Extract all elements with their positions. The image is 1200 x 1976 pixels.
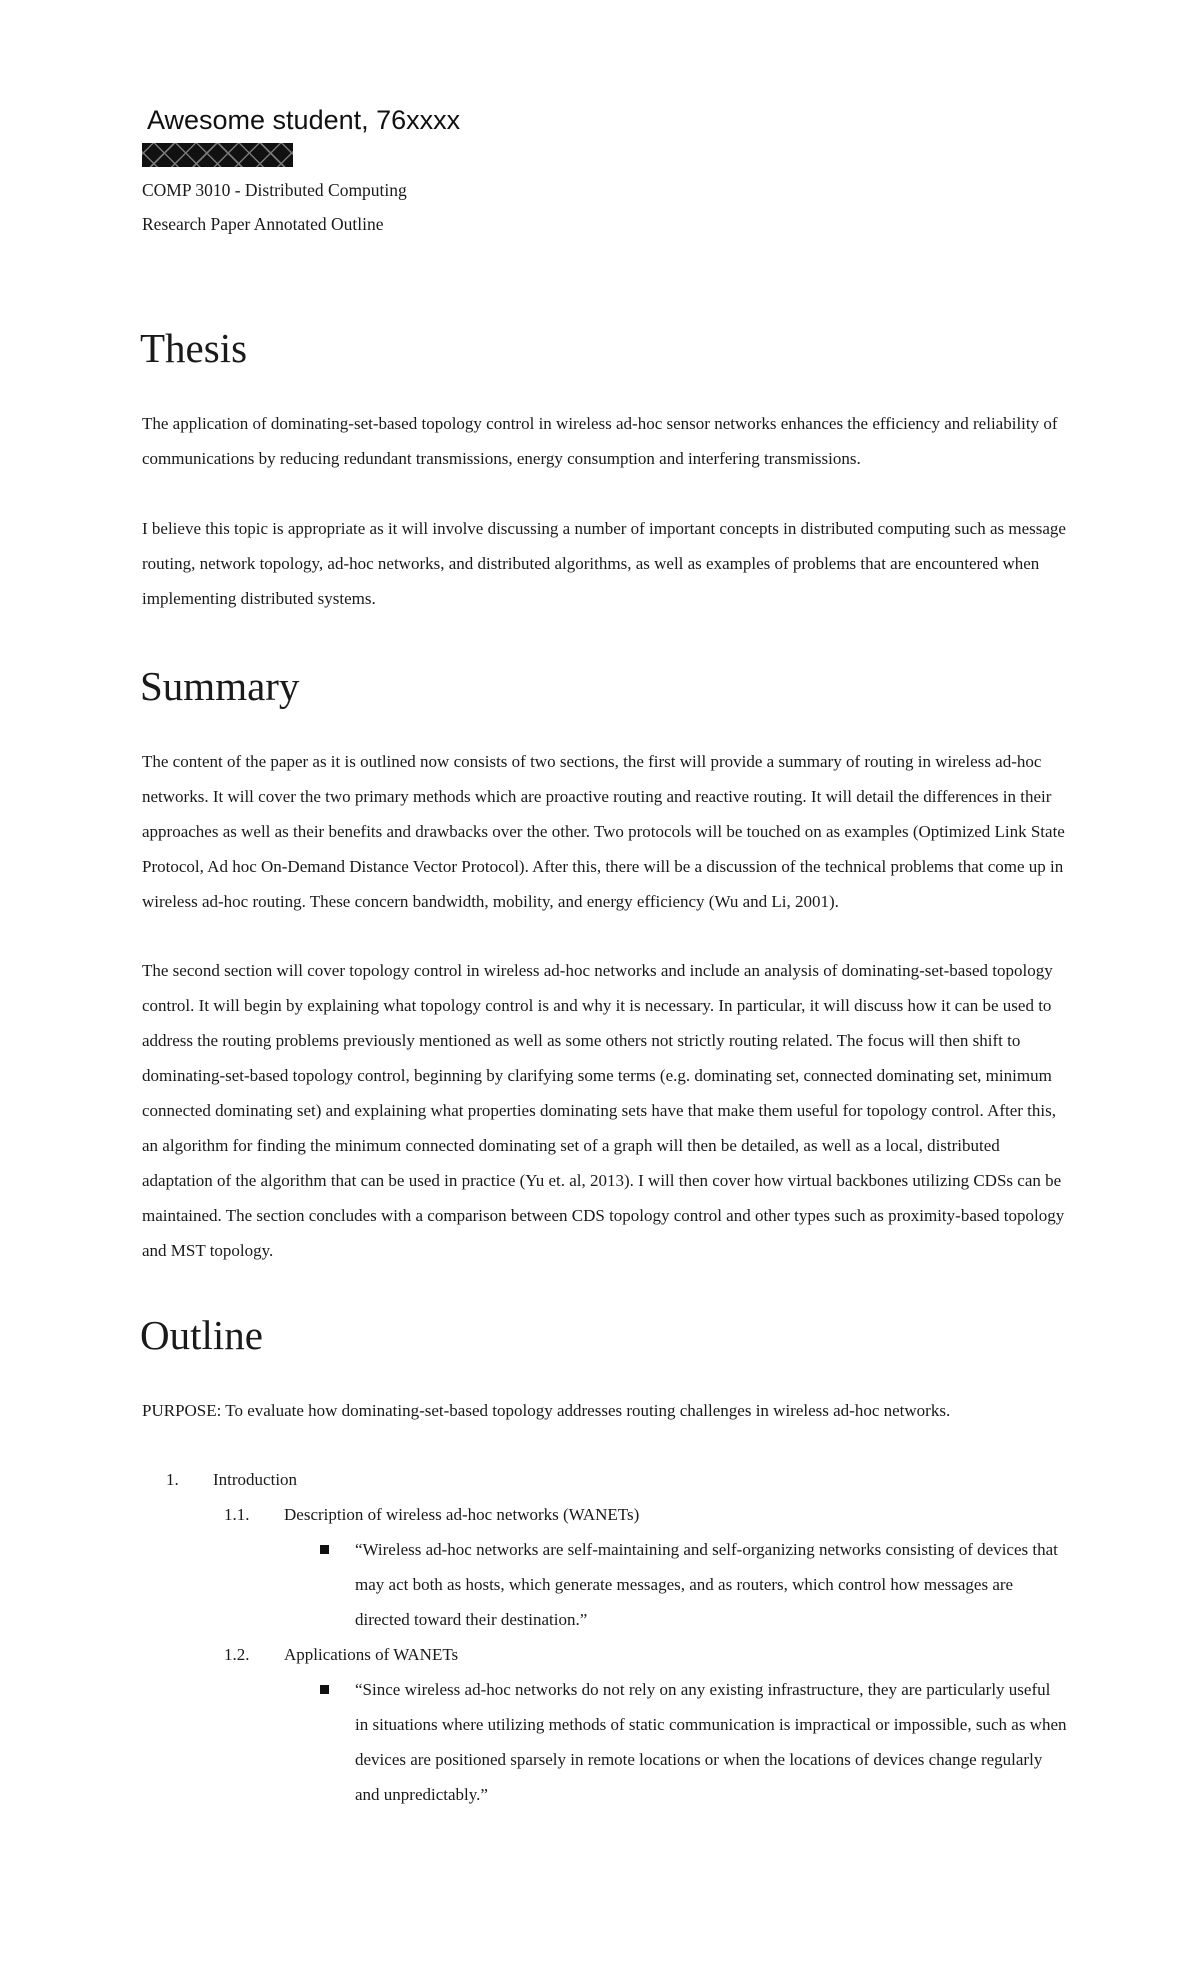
summary-paragraph: The second section will cover topology control in wireless ad-hoc networks and include an analysis of dominating-set-based topology control. It will begin by explaining what topology control is and why it is necessary. In particular, it will discuss how it can be used to address the routing problems previously mentioned as well as some others not strictly routing related. The focus will then shift to dominating-set-based topology control, beginning by clarifying some terms (e.g. dominating set, connected dominating set, minimum connected dominating set) and explaining what properties dominating sets have that make them useful for topology control. After this, an algorithm for finding the minimum connected dominating set of a graph will then be detailed, as well as a local, distributed adaptation of the algorithm that can be used in practice (Yu et. al, 2013). I will then cover how virtual backbones utilizing CDSs can be maintained. The section concludes with a comparison between CDS topology control and other types such as proximity-based topology and MST topology. [142, 961, 1065, 1260]
thesis-paragraph: I believe this topic is appropriate as it will involve discussing a number of important concepts in distributed computing such as message routing, network topology, ad-hoc networks, and distributed algorithms, as well as examples of problems that are encountered when implementing distributed systems. [142, 519, 1066, 608]
student-name: Awesome student, 76xxxx [147, 105, 461, 135]
course-title: COMP 3010 - Distributed Computing [142, 180, 407, 200]
thesis-paragraph: The application of dominating-set-based topology control in wireless ad-hoc sensor networks enhances the efficiency and reliability of communications by reducing redundant transmissions, energy consumption and interfering transmissions. [142, 414, 1058, 468]
redaction-bar [142, 143, 293, 167]
outline-item-label: Introduction [213, 1470, 298, 1489]
summary-heading: Summary [140, 663, 300, 709]
document-type: Research Paper Annotated Outline [142, 214, 384, 234]
outline-item-number: 1. [166, 1470, 179, 1489]
outline-subitem-number: 1.2. [224, 1645, 250, 1664]
summary-paragraph: The content of the paper as it is outlined now consists of two sections, the first will provide a summary of routing in wireless ad-hoc networks. It will cover the two primary methods which are proactive routing and reactive routing. It will detail the differences in their approaches as well as their benefits and drawbacks over the other. Two protocols will be touched on as examples (Optimized Link State Protocol, Ad hoc On-Demand Distance Vector Protocol). After this, there will be a discussion of the technical problems that come up in wireless ad-hoc routing. These concern bandwidth, mobility, and energy efficiency (Wu and Li, 2001). [142, 752, 1065, 911]
outline-heading: Outline [140, 1312, 263, 1358]
outline-quote: “Wireless ad-hoc networks are self-maintaining and self-organizing networks consisting of devices that may act both as hosts, which generate messages, and as routers, which control how messages are directed toward their destination.” [355, 1540, 1058, 1629]
square-bullet-icon [320, 1545, 329, 1554]
outline-purpose: PURPOSE: To evaluate how dominating-set-based topology addresses routing challenges in wireless ad-hoc networks. [142, 1401, 951, 1420]
outline-subitem-label: Applications of WANETs [284, 1645, 459, 1664]
outline-quote: “Since wireless ad-hoc networks do not rely on any existing infrastructure, they are particularly useful in situations where utilizing methods of static communication is impractical or impossible, such as when devices are positioned sparsely in remote locations or when the locations of devices change regularly and unpredictably.” [355, 1680, 1067, 1804]
square-bullet-icon [320, 1685, 329, 1694]
outline-subitem-number: 1.1. [224, 1505, 250, 1524]
thesis-heading: Thesis [140, 325, 248, 371]
outline-subitem-label: Description of wireless ad-hoc networks (WANETs) [284, 1505, 640, 1524]
